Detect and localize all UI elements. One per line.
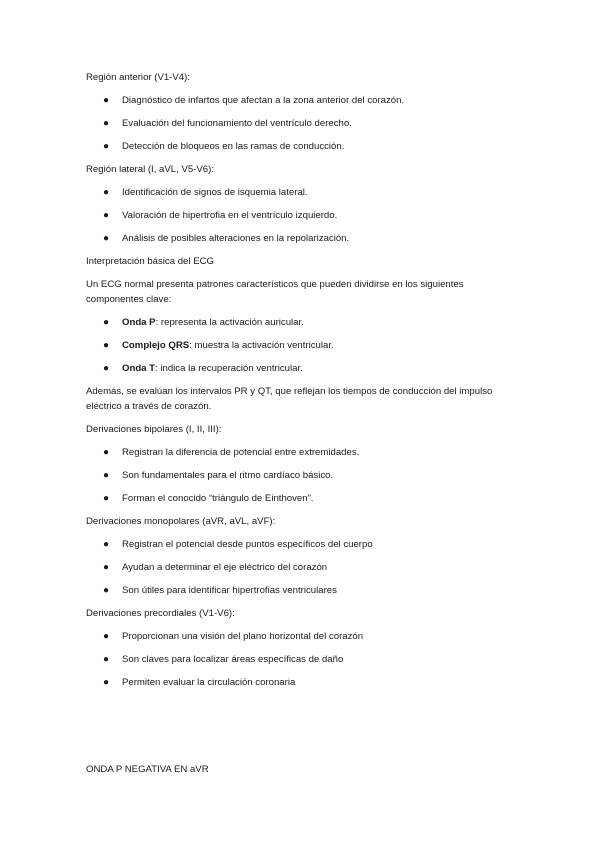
section-heading-lateral: Región lateral (I, aVL, V5-V6):	[86, 164, 214, 175]
bullet-icon: ●	[103, 654, 110, 665]
list-item	[86, 468, 516, 483]
list-item	[86, 361, 516, 376]
intro-paragraph: Un ECG normal presenta patrones característicos que pueden dividirse en los siguientes componentes clave:	[86, 279, 464, 305]
list-item	[86, 231, 516, 246]
list-item-text: Forman el conocido “triángulo de Einthoven”.	[122, 493, 314, 504]
term-label: Complejo QRS	[122, 340, 190, 351]
list-item-text: Identificación de signos de isquemia lateral.	[122, 187, 308, 198]
list-anterior	[86, 93, 516, 154]
bullet-icon: ●	[103, 677, 110, 688]
list-item	[86, 445, 516, 460]
list-bipolar	[86, 445, 516, 506]
list-item-text: Son claves para localizar áreas específicas de daño	[122, 654, 344, 665]
term-description: : muestra la activación ventricular.	[189, 340, 334, 351]
list-item	[86, 652, 516, 667]
list-item	[86, 583, 516, 598]
bullet-icon: ●	[103, 562, 110, 573]
list-item	[86, 208, 516, 223]
list-precordial	[86, 629, 516, 690]
list-item	[86, 93, 516, 108]
bullet-icon: ●	[103, 363, 110, 374]
blank-space	[86, 698, 516, 762]
bullet-icon: ●	[103, 447, 110, 458]
bullet-icon: ●	[103, 141, 110, 152]
list-item-text: Registran la diferencia de potencial entre extremidades.	[122, 447, 360, 458]
bullet-icon: ●	[103, 539, 110, 550]
bullet-icon: ●	[103, 118, 110, 129]
term-label: Onda T	[122, 363, 156, 374]
list-lateral	[86, 185, 516, 246]
list-monopolar	[86, 537, 516, 598]
list-item	[86, 491, 516, 506]
list-item-text: Registran el potencial desde puntos específicos del cuerpo	[122, 539, 373, 550]
list-item-text: Detección de bloqueos en las ramas de conducción.	[122, 141, 345, 152]
list-item	[86, 629, 516, 644]
bullet-icon: ●	[103, 585, 110, 596]
list-item-text: Evaluación del funcionamiento del ventrículo derecho.	[122, 118, 352, 129]
section-heading-bipolar: Derivaciones bipolares (I, II, III):	[86, 424, 222, 435]
list-item-text: Son fundamentales para el ritmo cardíaco básico.	[122, 470, 334, 481]
intervals-paragraph: Además, se evalúan los intervalos PR y QT, que reflejan los tiempos de conducción del impulso eléctrico a través de corazón.	[86, 386, 493, 412]
list-item-text: Proporcionan una visión del plano horizontal del corazón	[122, 631, 364, 642]
bullet-icon: ●	[103, 340, 110, 351]
list-item	[86, 185, 516, 200]
list-item	[86, 537, 516, 552]
bullet-icon: ●	[103, 210, 110, 221]
section-heading-interpretation: Interpretación básica del ECG	[86, 256, 214, 267]
list-item	[86, 338, 516, 353]
bullet-icon: ●	[103, 493, 110, 504]
section-heading-anterior: Región anterior (V1-V4):	[86, 72, 190, 83]
list-item-text: Permiten evaluar la circulación coronaria	[122, 677, 296, 688]
term-description: : indica la recuperación ventricular.	[155, 363, 303, 374]
list-item	[86, 139, 516, 154]
document-body	[86, 70, 516, 785]
section-heading-precordial: Derivaciones precordiales (V1-V6):	[86, 608, 235, 619]
bullet-icon: ●	[103, 631, 110, 642]
list-components	[86, 315, 516, 376]
list-item	[86, 560, 516, 575]
list-item-text: Análisis de posibles alteraciones en la repolarización.	[122, 233, 350, 244]
term-description: : representa la activación auricular.	[155, 317, 304, 328]
list-item-text: Ayudan a determinar el eje eléctrico del corazón	[122, 562, 328, 573]
bullet-icon: ●	[103, 95, 110, 106]
list-item	[86, 315, 516, 330]
list-item	[86, 116, 516, 131]
term-label: Onda P	[122, 317, 156, 328]
bullet-icon: ●	[103, 317, 110, 328]
list-item-text: Valoración de hipertrofia en el ventrículo izquierdo.	[122, 210, 338, 221]
list-item	[86, 675, 516, 690]
list-item-text: Son útiles para identificar hipertrofias ventriculares	[122, 585, 337, 596]
bullet-icon: ●	[103, 187, 110, 198]
bullet-icon: ●	[103, 470, 110, 481]
section-heading-monopolar: Derivaciones monopolares (aVR, aVL, aVF):	[86, 516, 276, 527]
bullet-icon: ●	[103, 233, 110, 244]
list-item-text: Diagnóstico de infartos que afectan a la zona anterior del corazón.	[122, 95, 405, 106]
section-heading-onda-p: ONDA P NEGATIVA EN aVR	[86, 764, 209, 775]
